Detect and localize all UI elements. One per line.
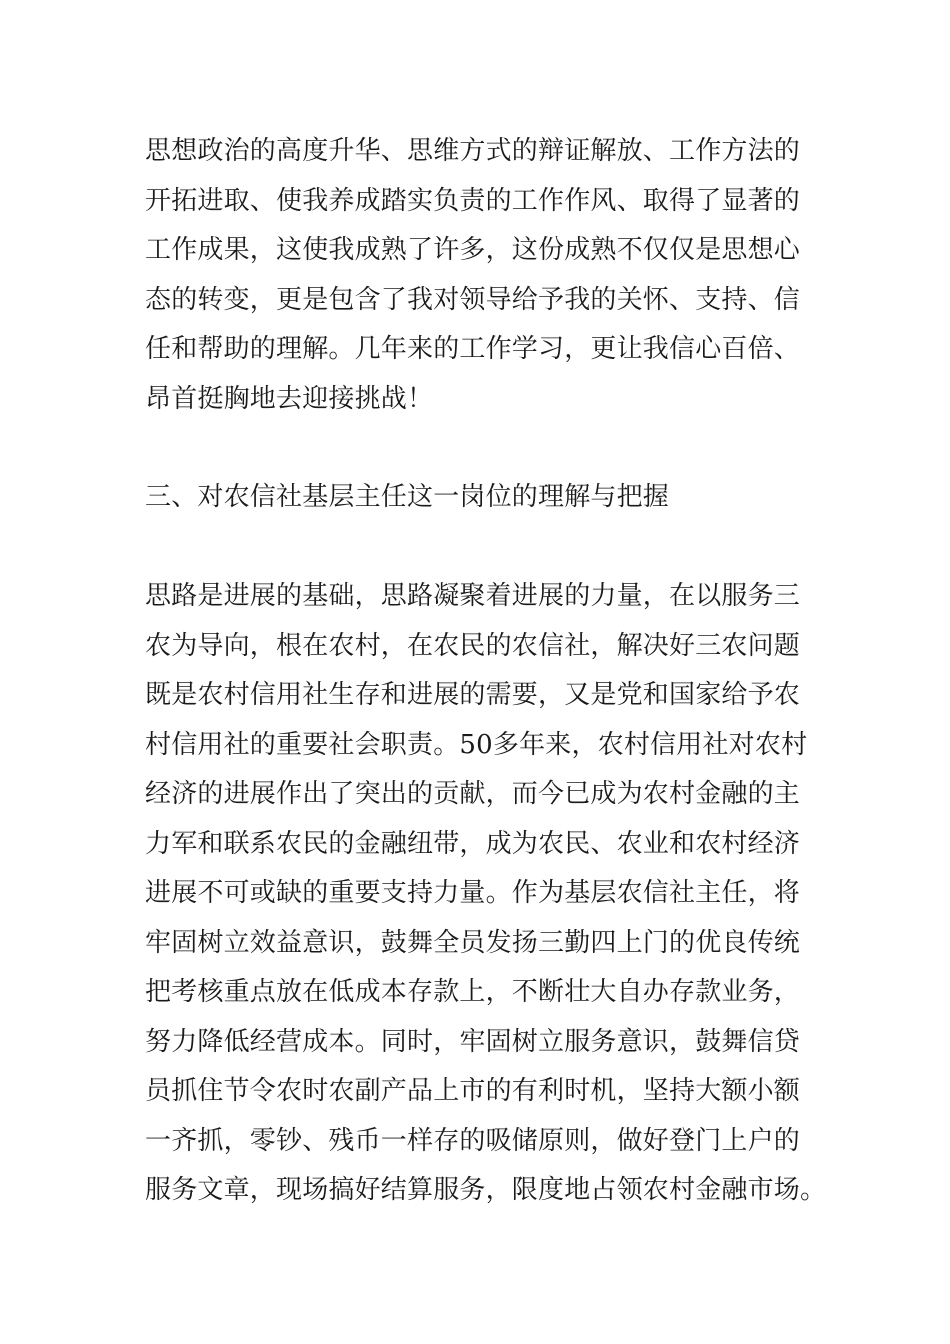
paragraph-line: 昂首挺胸地去迎接挑战！ <box>145 383 434 414</box>
paragraph-line: 既是农村信用社生存和进展的需要，又是党和国家给予农 <box>145 680 801 710</box>
section-heading: 三、对农信社基层主任这一岗位的理解与把握 <box>145 482 670 512</box>
paragraph-line: 开拓进取、使我养成踏实负责的工作作风、取得了显著的 <box>145 185 801 216</box>
paragraph-line: 态的转变，更是包含了我对领导给予我的关怀、支持、信 <box>145 284 801 315</box>
paragraph-line: 牢固树立效益意识，鼓舞全员发扬三勤四上门的优良传统 <box>145 927 801 958</box>
section-3-heading-block <box>145 473 815 523</box>
paragraph-line: 进展不可或缺的重要支持力量。作为基层农信社主任，将 <box>145 878 801 908</box>
paragraph-line: 员抓住节令农时农副产品上市的有利时机，坚持大额小额 <box>145 1076 801 1106</box>
paragraph-line: 思想政治的高度升华、思维方式的辩证解放、工作方法的 <box>145 136 801 166</box>
paragraph-line: 任和帮助的理解。几年来的工作学习，更让我信心百倍、 <box>145 334 801 364</box>
paragraph-2 <box>145 572 827 1216</box>
paragraph-line: 思路是进展的基础，思路凝聚着进展的力量，在以服务三 <box>145 581 801 611</box>
paragraph-line: 努力降低经营成本。同时，牢固树立服务意识，鼓舞信贷 <box>145 1026 801 1057</box>
paragraph-line: 一齐抓，零钞、残币一样存的吸储原则，做好登门上户的 <box>145 1125 801 1156</box>
paragraph-line: 把考核重点放在低成本存款上，不断壮大自办存款业务， <box>145 977 801 1007</box>
paragraph-line: 农为导向，根在农村，在农民的农信社，解决好三农问题 <box>145 630 801 661</box>
paragraph-line: 力军和联系农民的金融纽带，成为农民、农业和农村经济 <box>145 828 801 859</box>
paragraph-line: 村信用社的重要社会职责。50多年来，农村信用社对农村 <box>145 729 808 760</box>
paragraph-line: 经济的进展作出了突出的贡献，而今已成为农村金融的主 <box>145 779 801 809</box>
paragraph-line: 服务文章，现场搞好结算服务，限度地占领农村金融市场。 <box>145 1175 827 1205</box>
paragraph-1 <box>145 127 815 424</box>
paragraph-line: 工作成果，这使我成熟了许多，这份成熟不仅仅是思想心 <box>145 235 801 265</box>
